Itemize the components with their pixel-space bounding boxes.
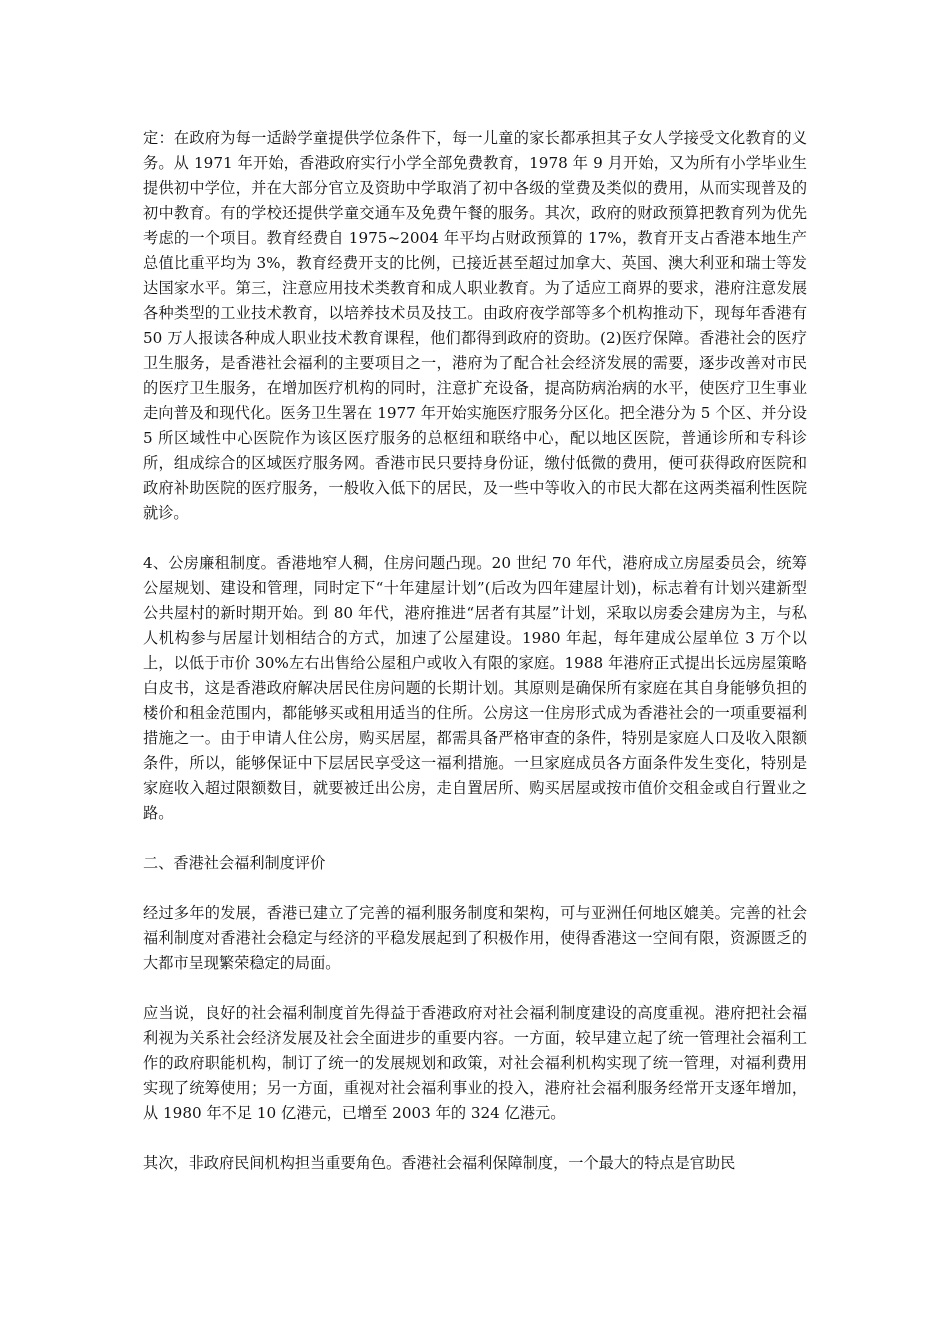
paragraph-public-housing: 4、公房廉租制度。香港地窄人稠，住房问题凸现。20 世纪 70 年代，港府成立房屋委员会，统筹公屋规划、建设和管理，同时定下“十年建屋计划”(后改为四年建屋计划)，标志着有计划兴建新型公共屋村的新时期开始。到 80 年代，港府推进“居者有其屋”计划，采取以房委会建房为主，与私人机构参与居屋计划相结合的方式，加速了公屋建设。1980 年起，每年建成公屋单位 3 万个以上，以低于市价 30%左右出售给公屋租户或收入有限的家庭。1988 年港府正式提出长远房屋策略白皮书，这是香港政府解决居民住房问题的长期计划。其原则是确保所有家庭在其自身能够负担的楼价和租金范围内，都能够买或租用适当的住所。公房这一住房形式成为香港社会的一项重要福利措施之一。由于申请人住公房，购买居屋，都需具备严格审查的条件，特别是家庭人口及收入限额条件，所以，能够保证中下层居民享受这一福利措施。一旦家庭成员各方面条件发生变化，特别是家庭收入超过限额数目，就要被迁出公房，走自置居所、购买居屋或按市值价交租金或自行置业之路。 <box>143 554 807 822</box>
section-heading: 二、香港社会福利制度评价 <box>143 854 326 872</box>
paragraph-education-medical: 定：在政府为每一适龄学童提供学位条件下，每一儿童的家长都承担其子女人学接受文化教育的义务。从 1971 年开始，香港政府实行小学全部免费教育，1978 年 9 月开始，又为所有小学毕业生提供初中学位，并在大部分官立及资助中学取消了初中各级的堂费及类似的费用，从而实现普及的初中教育。有的学校还提供学童交通车及免费午餐的服务。其次，政府的财政预算把教育列为优先考虑的一个项目。教育经费自 1975~2004 年平均占财政预算的 17%，教育开支占香港本地生产总值比重平均为 3%，教育经费开支的比例，已接近甚至超过加拿大、英国、澳大利亚和瑞士等发达国家水平。第三，注意应用技术类教育和成人职业教育。为了适应工商界的要求，港府注意发展各种类型的工业技术教育，以培养技术员及技工。由政府夜学部等多个机构推动下，现每年香港有 50 万人报读各种成人职业技术教育课程，他们都得到政府的资助。(2)医疗保障。香港社会的医疗卫生服务，是香港社会福利的主要项目之一，港府为了配合社会经济发展的需要，逐步改善对市民的医疗卫生服务，在增加医疗机构的同时，注意扩充设备，提高防病治病的水平，使医疗卫生事业走向普及和现代化。医务卫生署在 1977 年开始实施医疗服务分区化。把全港分为 5 个区、并分设 5 所区域性中心医院作为该区医疗服务的总枢纽和联络中心，配以地区医院，普通诊所和专科诊所，组成综合的区域医疗服务网。香港市民只要持身份证，缴付低微的费用，便可获得政府医院和政府补助医院的医疗服务，一般收入低下的居民，及一些中等收入的市民大都在这两类福利性医院就诊。 <box>143 129 807 522</box>
document-page <box>143 126 807 1176</box>
paragraph-evaluation-intro: 经过多年的发展，香港已建立了完善的福利服务制度和架构，可与亚洲任何地区媲美。完善的社会福利制度对香港社会稳定与经济的平稳发展起到了积极作用，使得香港这一空间有限，资源匮乏的大都市呈现繁荣稳定的局面。 <box>143 904 807 972</box>
paragraph-government-role: 应当说，良好的社会福利制度首先得益于香港政府对社会福利制度建设的高度重视。港府把社会福利视为关系社会经济发展及社会全面进步的重要内容。一方面，较早建立起了统一管理社会福利工作的政府职能机构，制订了统一的发展规划和政策，对社会福利机构实现了统一管理，对福利费用实现了统筹使用；另一方面，重视对社会福利事业的投入，港府社会福利服务经常开支逐年增加，从 1980 年不足 10 亿港元，已增至 2003 年的 324 亿港元。 <box>143 1004 807 1122</box>
paragraph-ngo-role: 其次，非政府民间机构担当重要角色。香港社会福利保障制度，一个最大的特点是官助民 <box>143 1154 736 1172</box>
